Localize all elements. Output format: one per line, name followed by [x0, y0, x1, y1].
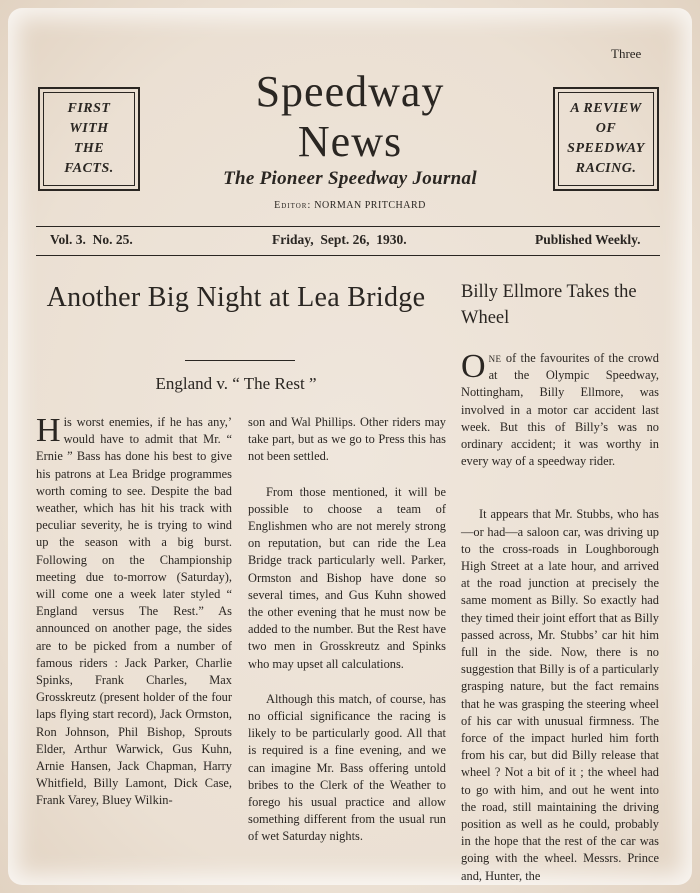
right-box-line: OF: [595, 121, 617, 136]
headline-divider: [185, 360, 295, 361]
side-article-paragraph: [461, 350, 659, 470]
left-box-line: THE: [73, 141, 105, 156]
masthead-title-line2: News: [297, 117, 403, 166]
main-article-column-1: [36, 414, 232, 810]
editor-credit: [160, 200, 540, 211]
dropcap: O: [461, 348, 486, 385]
issue-frequency: Published Weekly.: [535, 232, 641, 247]
right-ear-box: [553, 87, 659, 191]
page-number: Three: [611, 46, 642, 61]
issue-volume: Vol. 3. No. 25.: [50, 232, 133, 247]
editor-name: NORMAN PRITCHARD: [314, 200, 426, 211]
main-headline: Another Big Night at Lea Bridge: [46, 282, 426, 313]
right-box-line: SPEEDWAY: [567, 141, 645, 156]
dropcap: H: [36, 412, 61, 449]
left-ear-box: [38, 87, 140, 191]
side-article-column: [461, 350, 659, 885]
issue-date: Friday, Sept. 26, 1930.: [272, 232, 407, 247]
issue-rule-top: [36, 226, 660, 227]
side-headline: Billy Ellmore Takes the Wheel: [461, 282, 637, 328]
right-box-line: A REVIEW: [570, 101, 642, 116]
main-article-paragraph: son and Wal Phillips. Other riders may take part, but as we go to Press this has not been settled.: [248, 415, 446, 464]
left-box-line: FIRST: [67, 101, 111, 116]
left-box-line: FACTS.: [64, 161, 114, 176]
right-box-line: RACING.: [575, 161, 637, 176]
side-article-text: of the favourites of the crowd at the Olympic Speedway, Nottingham, Billy Ellmore, was involved in a motor car accident last week. But this of Billy’s was no ordinary accident; it was worthy in every way of a speedway rider.: [461, 351, 659, 469]
lead-smallcaps: ne: [488, 351, 502, 365]
left-box-line: WITH: [69, 121, 109, 136]
main-article-text: is worst enemies, if he has any,’ would have to admit that Mr. “ Ernie ” Bass has done his best to give his patrons at Lea Bridge programmes worth coming to see. Despite the bad weather, which has hit his track with peculiar severity, he is trying to wind up the season with a big burst. Following on the Championship meeting due to-morrow (Saturday), will come one a week later styled “ England versus The Rest.” As announced on another page, the sides are to be picked from a number of famous riders : Jack Parker, Charlie Spinks, Frank Charles, Max Grosskreutz (present holder of the four laps flying start record), Jack Ormston, Ron Johnson, Phil Bishop, Sprouts Elder, Arthur Warwick, Gus Kuhn, Arnie Hansen, Jack Chapman, Harry Whitfield, Billy Lamont, Dick Case, Frank Varey, Bluey Wilkin-: [36, 415, 232, 808]
main-subhead: England v. “ The Rest ”: [155, 374, 317, 393]
masthead-subtitle: The Pioneer Speedway Journal: [223, 168, 477, 189]
main-article-column-2: [248, 414, 446, 846]
side-article-paragraph: It appears that Mr. Stubbs, who has—or had—a saloon car, was driving up to the cross-roads in Loughborough High Street at a late hour, and arrived at the road junction at precisely the same moment as Billy. So exactly had they timed their joint effort that as Billy passed across, Mr. Stubbs’ car hit him full in the side. Now, there is no suggestion that Billy is of a particularly grasping nature, but the fact remains that he was grasping the steering wheel of his car with unusual firmness. The force of the impact hurled him forth from his car, but did Billy release that wheel ? Not a bit of it ; the wheel had to go with him, and out he went into the road, still maintaining the driving position as well as he could, probably in the hope that the rest of the car was going with the wheel. Messrs. Prince and, Hunter, the: [461, 507, 659, 883]
masthead-title-line1: Speedway: [255, 67, 445, 116]
editor-label: Editor:: [274, 200, 312, 211]
main-article-paragraph: From those mentioned, it will be possible to choose a team of Englishmen who are not merely strong on reputation, but can ride the Lea Bridge track particularly well. Parker, Ormston and Bishop have done so several times, and Gus Kuhn showed the other evening that he must now be added to the number. But the Rest have two men in Grosskreutz and Spinks who may upset all calculations.: [248, 484, 446, 671]
main-article-paragraph: [36, 414, 232, 810]
main-article-paragraph: Although this match, of course, has no official significance the racing is likely to be particularly good. All that is required is a fine evening, and we can imagine Mr. Bass offering untold bribes to the Clerk of the Weather to forego his usual practice and allow something different from the usual run of wet Saturday nights.: [248, 691, 446, 844]
issue-rule-bottom: [36, 255, 660, 256]
